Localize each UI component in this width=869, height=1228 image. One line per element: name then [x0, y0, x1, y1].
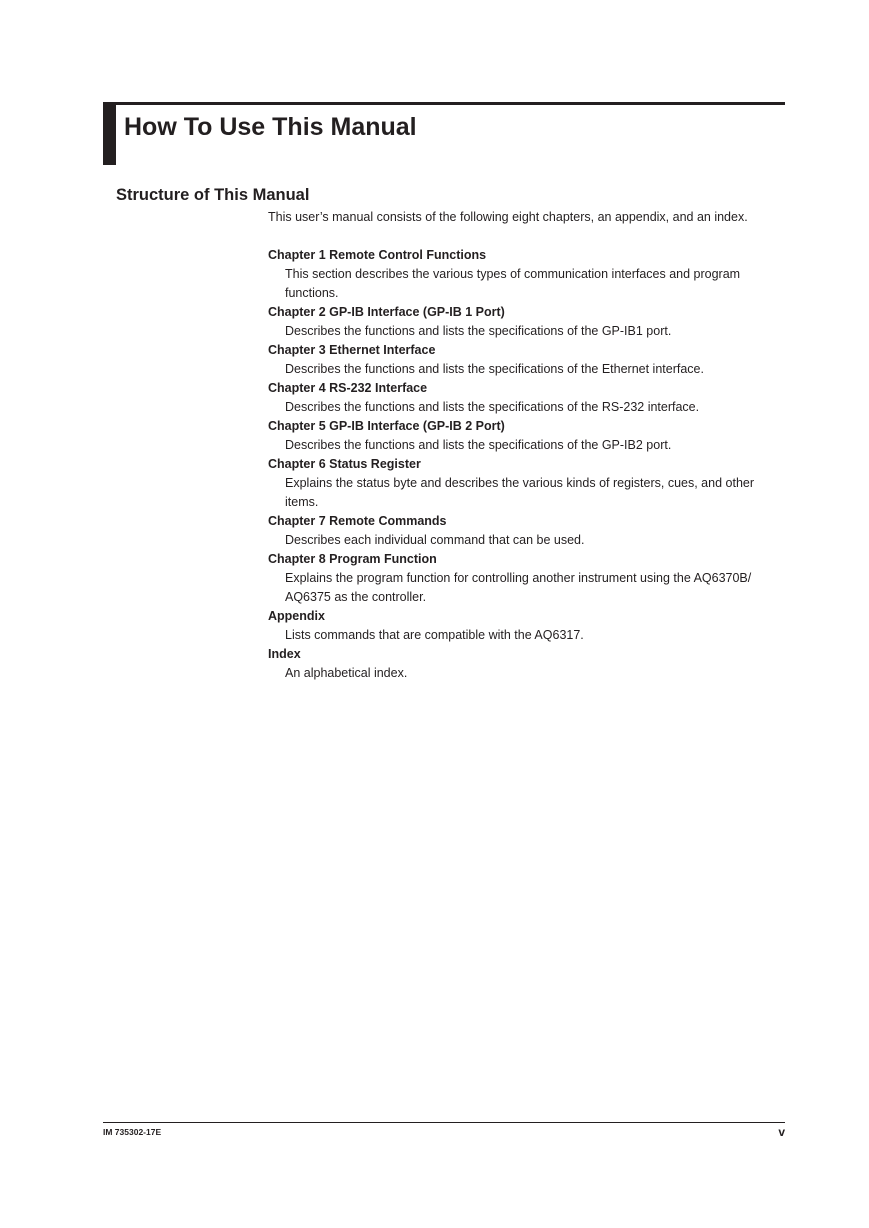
chapter-title: Chapter 1 Remote Control Functions: [268, 248, 487, 262]
title-block: [103, 102, 785, 165]
index-title: Index: [268, 647, 301, 661]
chapter-entry-7: [268, 512, 784, 550]
chapter-title: Chapter 7 Remote Commands: [268, 514, 447, 528]
chapter-title: Chapter 6 Status Register: [268, 457, 421, 471]
index-entry: [268, 645, 784, 683]
chapter-description: Describes each individual command that can be used.: [285, 533, 585, 547]
chapter-entry-8: [268, 550, 784, 607]
index-description: An alphabetical index.: [285, 666, 408, 680]
chapter-title: Chapter 3 Ethernet Interface: [268, 343, 436, 357]
chapter-entry-5: [268, 417, 784, 455]
footer-rule: [103, 1122, 785, 1123]
chapter-title: Chapter 4 RS-232 Interface: [268, 381, 428, 395]
page-title: How To Use This Manual: [124, 113, 417, 141]
title-accent-bar: [103, 102, 116, 165]
chapter-description: This section describes the various types of communication interfaces and program functions.: [285, 267, 741, 300]
footer-doc-number: IM 735302-17E: [103, 1127, 162, 1137]
chapter-entry-4: [268, 379, 784, 417]
footer-page-number: v: [778, 1125, 785, 1139]
title-rule: [116, 102, 785, 105]
chapter-title: Chapter 8 Program Function: [268, 552, 437, 566]
content-area: [268, 208, 784, 683]
chapter-description: Describes the functions and lists the specifications of the GP-IB2 port.: [285, 438, 672, 452]
chapter-description: Explains the program function for controlling another instrument using the AQ6370B/ AQ6375 as the controller.: [285, 571, 752, 604]
chapter-description: Describes the functions and lists the specifications of the RS-232 interface.: [285, 400, 700, 414]
chapter-title: Chapter 2 GP-IB Interface (GP-IB 1 Port): [268, 305, 505, 319]
appendix-entry: [268, 607, 784, 645]
chapter-entry-6: [268, 455, 784, 512]
intro-text: This user’s manual consists of the following eight chapters, an appendix, and an index.: [268, 210, 748, 224]
chapter-description: Explains the status byte and describes the various kinds of registers, cues, and other items.: [285, 476, 755, 509]
chapter-entry-3: [268, 341, 784, 379]
chapter-entry-2: [268, 303, 784, 341]
chapter-description: Describes the functions and lists the specifications of the Ethernet interface.: [285, 362, 704, 376]
chapter-description: Describes the functions and lists the specifications of the GP-IB1 port.: [285, 324, 672, 338]
section-heading: Structure of This Manual: [116, 186, 310, 204]
appendix-title: Appendix: [268, 609, 325, 623]
chapter-entry-1: [268, 246, 784, 303]
appendix-description: Lists commands that are compatible with the AQ6317.: [285, 628, 584, 642]
chapter-title: Chapter 5 GP-IB Interface (GP-IB 2 Port): [268, 419, 505, 433]
